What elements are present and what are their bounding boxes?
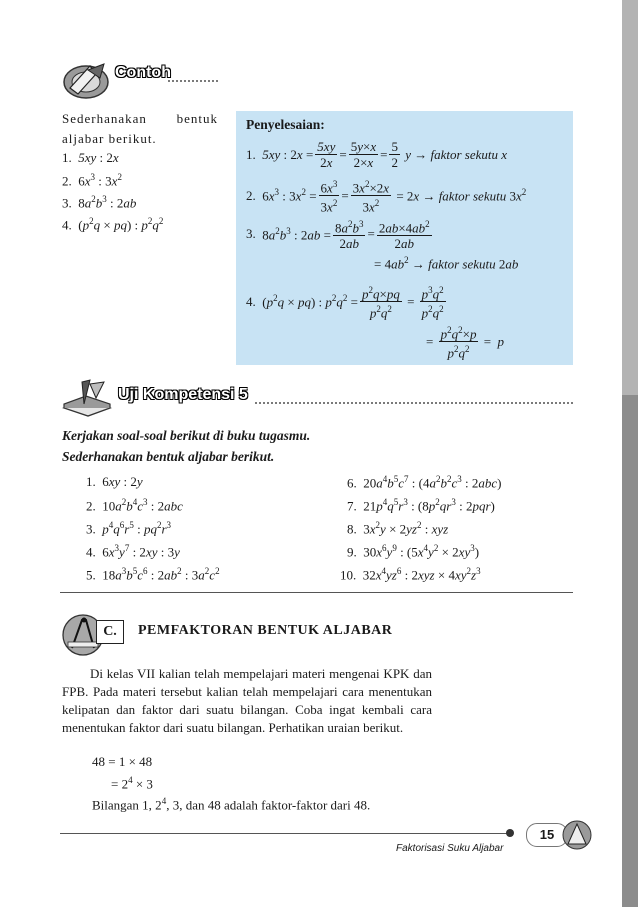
solution-label: Penyelesaian: xyxy=(246,117,325,132)
equation-1: 48 = 1 × 48 xyxy=(92,754,153,769)
footer-logo-icon xyxy=(560,818,594,852)
margin-band-dark xyxy=(622,395,638,907)
solution-row-4-result: = $\frac{p^2q^2\times p}{p^2q^2}$ = p xyxy=(426,325,505,361)
section-c-header xyxy=(60,612,460,658)
page-number: 15 xyxy=(539,827,555,842)
equation-2: = $2^4 \times 3$ xyxy=(111,775,153,792)
book-pen-icon xyxy=(60,378,116,418)
solution-box xyxy=(236,111,573,365)
uji-header xyxy=(60,378,575,418)
contoh-title: Contoh xyxy=(115,64,171,81)
uji-bottom-rule xyxy=(60,592,573,593)
uji-dotted-line xyxy=(255,402,573,404)
uji-instruction-1: Kerjakan soal-soal berikut di buku tugasmu. xyxy=(62,428,311,443)
footer-chapter: Faktorisasi Suku Aljabar xyxy=(396,843,504,854)
example-intro: Sederhanakan bentuk aljabar berikut. xyxy=(62,111,218,146)
uji-title: Uji Kompetensi 5 xyxy=(118,386,248,403)
uji-item-2: 2. $10a^2b^4c^3$ : 2abc xyxy=(86,497,183,514)
body-paragraph: Di kelas VII kalian telah mempelajari materi mengenai KPK dan FPB. Pada materi tersebut kalian telah mempelajari cara menentukan kelipatan dan faktor dari suatu bilangan. Coba ingat kembali cara menentukan faktor dari suatu bilangan. Perhatikan uraian berikut. xyxy=(62,666,432,735)
uji-item-10: 10. $32x^4yz^6$ : $2xyz \times 4xy^2z^3$ xyxy=(340,566,481,583)
contoh-header xyxy=(60,58,220,98)
solution-row-1: 1. 5xy : 2x = $\frac{5xy}{2x}$ = $\frac{5y\times x}{2\times x}$ = $\frac{5}{2}$ y → faktor sekutu x xyxy=(246,139,507,170)
compass-icon xyxy=(60,58,112,100)
section-c-letter: C. xyxy=(103,624,117,639)
example-item-1: 1. 5xy : 2x xyxy=(62,150,119,165)
uji-item-8: 8. $3x^2y \times 2yz^2$ : xyz xyxy=(347,520,449,537)
uji-item-6: 6. $20a^4b^5c^7$ : ($4a^2b^2c^3$ : 2abc) xyxy=(347,474,502,491)
uji-item-7: 7. $21p^4q^5r^3$ : ($8p^2qr^3$ : 2pqr) xyxy=(347,497,495,514)
solution-row-4: 4. $(p^2q \times pq)$ : $p^2q^2$ = $\frac{p^2q\times pq}{p^2q^2}$ = $\frac{p^3q^2}{p^2q^2}$ xyxy=(246,285,444,321)
example-item-4: 4. $(p^2q \times pq)$ : $p^2q^2$ xyxy=(62,216,164,233)
uji-item-4: 4. $6x^3y^7$ : 2xy : 3y xyxy=(86,543,180,560)
uji-item-9: 9. $30x^6y^9$ : $(5x^4y^2 \times 2xy^3)$ xyxy=(347,543,480,560)
example-item-3: 3. $8a^2b^3$ : 2ab xyxy=(62,194,137,211)
section-c-letter-box xyxy=(96,620,124,644)
uji-instruction-2: Sederhanakan bentuk aljabar berikut. xyxy=(62,449,275,464)
solution-row-3: 3. $8a^2b^3$ : 2ab = $\frac{8a^2b^3}{2ab}$ = $\frac{2ab\times 4ab^2}{2ab}$ xyxy=(246,219,430,252)
uji-item-3: 3. $p^4q^6r^5$ : $pq^2r^3$ xyxy=(86,520,171,537)
conclusion: Bilangan 1, $2^4$, 3, dan 48 adalah faktor-faktor dari 48. xyxy=(92,796,371,813)
section-c-title: PEMFAKTORAN BENTUK ALJABAR xyxy=(138,623,393,638)
uji-item-5: 5. $18a^3b^5c^6$ : $2ab^2$ : $3a^2c^2$ xyxy=(86,566,220,583)
footer-dot xyxy=(506,829,514,837)
solution-row-3-result: = $4ab^2$ → faktor sekutu 2ab xyxy=(374,255,519,272)
example-item-2: 2. $6x^3$ : $3x^2$ xyxy=(62,172,122,189)
solution-row-2: 2. $6x^3$ : $3x^2$ = $\frac{6x^3}{3x^2}$ = $\frac{3x^2\times 2x}{3x^2}$ = 2x → faktor sekutu $3x^2$ xyxy=(246,179,527,215)
uji-item-1: 1. 6xy : 2y xyxy=(86,474,143,489)
footer-rule xyxy=(60,833,510,834)
contoh-dotted-line xyxy=(168,80,218,82)
